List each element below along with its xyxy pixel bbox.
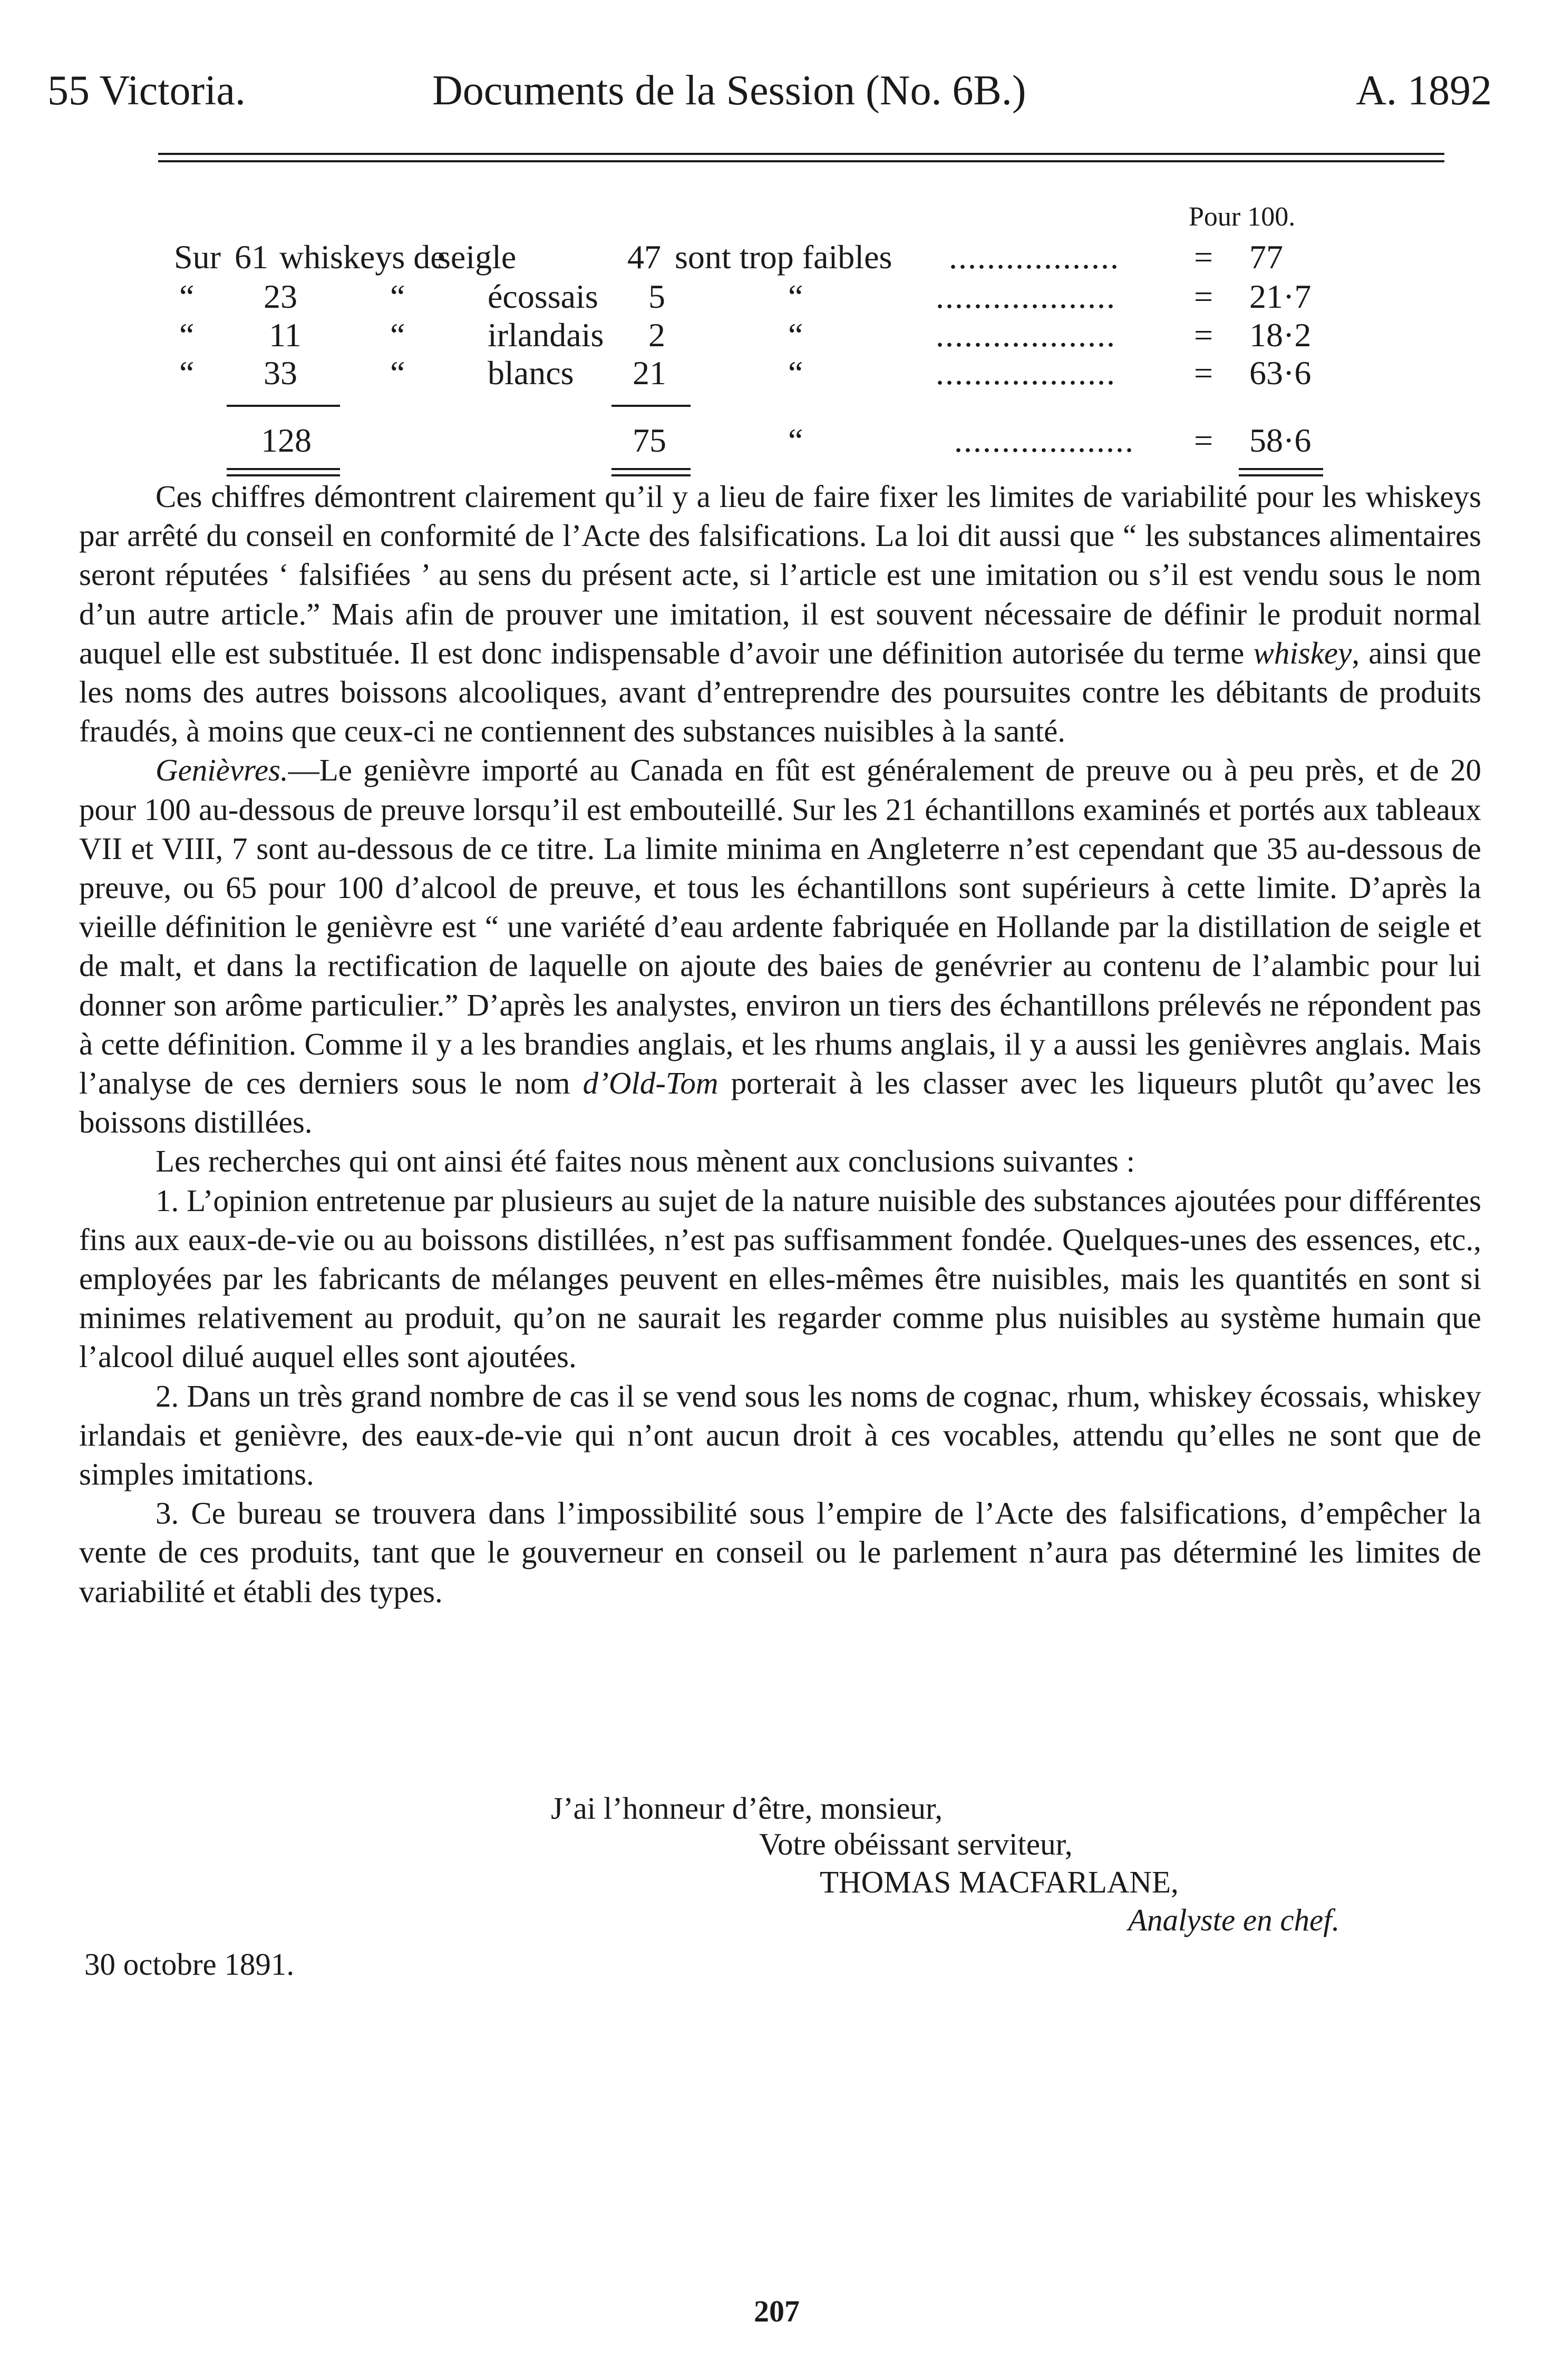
table-row-prefix: “ bbox=[179, 278, 195, 315]
table-row-leader: .................. bbox=[949, 238, 1120, 276]
total-percent: 58·6 bbox=[1249, 422, 1312, 459]
table-row-count: 33 bbox=[264, 354, 297, 392]
table-row-kind: irlandais bbox=[488, 316, 604, 354]
table-row-equals: = bbox=[1194, 354, 1213, 392]
total-leader: ................... bbox=[954, 422, 1134, 459]
table-row-weak: 2 bbox=[648, 316, 665, 354]
table-row-kind: blancs bbox=[488, 354, 574, 392]
page-number: 207 bbox=[754, 2294, 800, 2328]
paragraph-falsifications bbox=[79, 477, 1481, 750]
table-row-kind: écossais bbox=[488, 278, 598, 315]
paragraph-genievres bbox=[79, 750, 1481, 1142]
total-rule-weak-2 bbox=[611, 474, 691, 476]
table-row-sep: “ bbox=[390, 278, 405, 315]
table-row-weak: 47 bbox=[627, 238, 661, 276]
salutation: J’ai l’honneur d’être, monsieur, bbox=[551, 1791, 943, 1826]
table-row-weak: 5 bbox=[648, 278, 665, 315]
table-row-percent: 63·6 bbox=[1249, 354, 1312, 392]
total-desc: “ bbox=[788, 422, 803, 459]
paragraph-text: —Le genièvre importé au Canada en fût est généralement de preuve ou à peu près, et de 20 pour 100 au-dessous de preuve lorsqu’il est embouteillé. Sur les 21 échantillons examinés et portés aux tableaux VII et VIII, 7 sont au-dessous de ce titre. La limite minima en Angleterre n’est cependant que 35 au-dessous de preuve, ou 65 pour 100 d’alcool de preuve, et tous les échantillons sont supérieurs à cette limite. D’après la vieille définition le genièvre est “ une variété d’eau ardente fabriquée en Hollande par la distillation de seigle et de malt, et dans la rectification de laquelle on ajoute des baies de genévrier au contenu de l’alambic pour lui donner son arôme particulier.” D’après les analystes, environ un tiers des échantillons prélevés ne répondent pas à cette définition. Comme il y a les brandies anglais, et les rhums anglais, il y a aussi les genièvres anglais. Mais l’analyse de ces derniers sous le nom bbox=[79, 753, 1481, 1101]
total-rule-weak bbox=[611, 468, 691, 470]
paragraph-text: Ces chiffres démontrent clairement qu’il y a lieu de faire fixer les limites de variabilité pour les whiskeys par arrêté du conseil en conformité de l’Acte des falsifications. La loi dit aussi que “ les substances alimentaires seront réputées ‘ falsifiées ’ au sens du présent acte, si l’article est une imitation ou s’il est vendu sous le nom d’un autre article.” Mais afin de prouver une imitation, il est souvent nécessaire de définir le produit normal auquel elle est substituée. Il est donc indispensable d’avoir une définition autorisée du terme bbox=[79, 479, 1481, 670]
table-row-leader: ................... bbox=[936, 278, 1116, 315]
table-row-count: 61 bbox=[235, 238, 268, 276]
table-row-percent: 21·7 bbox=[1249, 278, 1312, 315]
report-body bbox=[79, 477, 1481, 1611]
table-row-sep: whiskeys de bbox=[279, 238, 445, 276]
total-rule-percent bbox=[1239, 468, 1323, 470]
table-row-equals: = bbox=[1194, 316, 1213, 354]
table-row-desc: “ bbox=[788, 278, 803, 315]
table-row-count: 23 bbox=[264, 278, 297, 315]
sign-off: Votre obéissant serviteur, bbox=[759, 1827, 1073, 1861]
table-row-kind: seigle bbox=[438, 238, 517, 276]
table-row-percent: 77 bbox=[1249, 238, 1283, 276]
sum-rule-weak bbox=[611, 405, 691, 407]
paragraph-text-cont: porterait à les classer avec les liqueurs plutôt qu’avec les boissons distillées. bbox=[79, 1066, 1482, 1140]
table-row-sep: “ bbox=[390, 316, 405, 354]
table-row-desc: sont trop faibles bbox=[675, 238, 892, 276]
table-row-prefix: “ bbox=[179, 316, 195, 354]
table-row-leader: ................... bbox=[936, 316, 1116, 354]
conclusions-intro: Les recherches qui ont ainsi été faites nous mènent aux conclusions suivantes : bbox=[156, 1144, 1135, 1179]
term-whiskey: whiskey bbox=[1253, 635, 1352, 670]
conclusion-item: 2. Dans un très grand nombre de cas il se vend sous les noms de cognac, rhum, whiskey écossais, whiskey irlandais et genièvre, des eaux-de-vie qui n’ont aucun droit à ces vocables, attendu qu’elles ne sont que de simples imitations. bbox=[79, 1378, 1481, 1492]
header-title: Documents de la Session (No. 6B.) bbox=[432, 67, 1026, 114]
table-row-desc: “ bbox=[788, 316, 803, 354]
table-row-leader: ................... bbox=[936, 354, 1116, 392]
table-row-equals: = bbox=[1194, 278, 1213, 315]
total-count: 128 bbox=[261, 422, 312, 459]
table-row-percent: 18·2 bbox=[1249, 316, 1312, 354]
table-row-prefix: Sur bbox=[174, 238, 221, 276]
table-row-weak: 21 bbox=[633, 354, 666, 392]
conclusion-item: 3. Ce bureau se trouvera dans l’impossibilité sous l’empire de l’Acte des falsifications, d’empêcher la vente de ces produits, tant que le gouverneur en conseil ou le parlement n’aura pas déterminé les limites de variabilité et établi des types. bbox=[79, 1496, 1481, 1609]
conclusion-item: 1. L’opinion entretenue par plusieurs au sujet de la nature nuisible des substances ajoutées pour différentes fins aux eaux-de-vie ou au boissons distillées, n’est pas suffisamment fondée. Quelques-unes des essences, etc., employées par les fabricants de mélanges peuvent en elles-mêmes être nuisibles, mais les quantités en sont si minimes relativement au produit, qu’on ne saurait les regarder comme plus nuisibles au système humain que l’alcool dilué auquel elles sont ajoutées. bbox=[79, 1183, 1481, 1374]
section-lead-genievres: Genièvres. bbox=[156, 753, 288, 788]
table-row-desc: “ bbox=[788, 354, 803, 392]
table-row-prefix: “ bbox=[179, 354, 195, 392]
paragraph-text-cont: , ainsi que les noms des autres boissons alcooliques, avant d’entreprendre des poursuites contre les débitants de produits fraudés, à moins que ceux-ci ne contiennent des substances nuisibles à la santé. bbox=[79, 635, 1481, 749]
running-header bbox=[47, 64, 1492, 117]
total-rule-count bbox=[227, 468, 340, 470]
signatory-title: Analyste en chef. bbox=[1128, 1903, 1340, 1937]
header-rule-bottom bbox=[158, 160, 1444, 162]
table-row-equals: = bbox=[1194, 238, 1213, 276]
total-weak: 75 bbox=[633, 422, 666, 459]
term-old-tom: d’Old-Tom bbox=[582, 1066, 718, 1101]
signatory-name: THOMAS MACFARLANE, bbox=[820, 1865, 1179, 1899]
total-equals: = bbox=[1194, 422, 1213, 459]
table-row-count: 11 bbox=[269, 316, 302, 354]
column-header-percent: Pour 100. bbox=[1189, 202, 1296, 232]
header-volume: 55 Victoria. bbox=[47, 67, 246, 114]
total-rule-count-2 bbox=[227, 474, 340, 476]
table-row-sep: “ bbox=[390, 354, 405, 392]
letter-date: 30 octobre 1891. bbox=[84, 1947, 295, 1982]
header-rule-top bbox=[158, 153, 1444, 155]
sum-rule-count bbox=[227, 405, 340, 407]
total-rule-percent-2 bbox=[1239, 474, 1323, 476]
header-year: A. 1892 bbox=[1356, 67, 1492, 114]
